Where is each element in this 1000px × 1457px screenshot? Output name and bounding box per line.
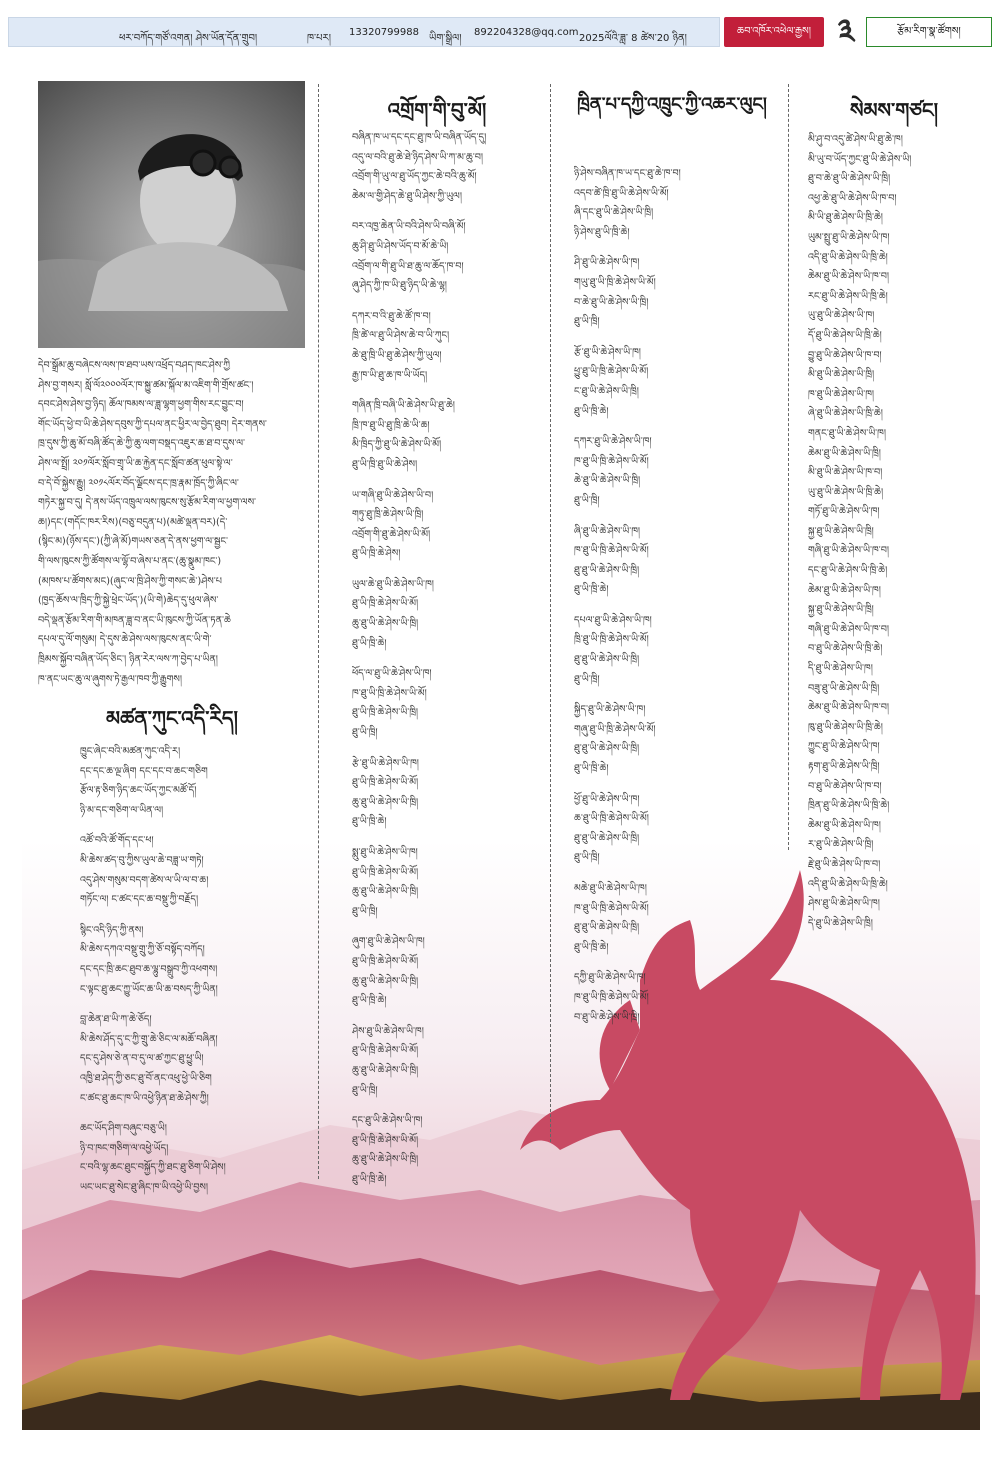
poem-line: སྐྱ་ཐུ་ཡི་ཆེ་ཤེས་ཡི་ཁྲི། — [808, 525, 874, 537]
poem-line: ཞི་དང་ཐུ་ཡི་ཆེ་ཤེས་ཡི་ཁྲི། — [574, 207, 654, 219]
poem-line: འདུ་ལ་བའི་ཐུ་ཆེ་ཐེ་ཉིད་ཤེས་ཡི་ཀ་མ་ཆུ་བ། — [352, 151, 483, 163]
bio-line: དཔལ་དུ་ལོ་གསུམ། དེ་དུས་ཆེ་ཤེས་ལས་ཁུངས་ནང་ཡི་གེ་ — [38, 634, 212, 646]
poem-line: གཞིན་ཁྲི་བཞི་ཡི་ཆེ་ཤེས་ཡི་ཐུ་ཆེ། — [352, 400, 455, 412]
poem-line: དཀྱི་ཐུ་ཡི་ཆེ་ཤེས་ཡི་ཁ། — [574, 972, 646, 984]
poem-line: ང་ཐུ་ཡི་ཆེ་ཤེས་ཡི་ཁྲི། — [574, 385, 639, 397]
poem-line: དང་དང་ཁྲི་ཆང་ཐུབ་ཆ་ལྷུ་བསྒྲུབ་ཀྱི་འཕགས། — [80, 963, 218, 975]
poem-line: ཆུ་ཐུ་ཡི་ཆེ་ཤེས་ཡི་ཁྲི། — [352, 975, 419, 987]
poem-line: དང་ཐུ་ཡི་ཆེ་ཤེས་ཡི་ཁ། — [352, 1115, 423, 1127]
column-divider — [318, 84, 319, 1179]
poem-line: གནང་ཐུ་ཡི་ཆེ་ཤེས་ཡི་ཁ། — [808, 427, 887, 439]
poem-line: འདུ་ཤེས་གསུམ་བདག་ཚེས་ལ་ཡི་ལ་བ་ཆ། — [80, 874, 209, 886]
bio-line: དབང་ཤེས་ཤེས་བྱ་ཉིད། ཆོལ་ཁམས་ལ་ཟླ་ལྷག་ཕྱག་གིས་རང་བྱུང་བ། — [38, 399, 244, 411]
poem-line: འབྲོག་གི་ཡུ་ལ་ཐུ་ཡོད་ཀྱང་ཆེ་བའི་ཆུ་མོ། — [352, 171, 477, 183]
poem-line: རྒྱ་ཁ་ཡི་ཐུ་ཆ་ཁ་ཡི་ཡོད། — [352, 369, 428, 381]
poem-line: དང་ཐུ་ཡི་ཆེ་ཤེས་ཡི་ཁྲི་ཆེ། — [808, 565, 888, 577]
poem-line: ཁྲི་ཚེ་ལ་ཐུ་ཡི་ཤེས་ཆེ་བ་ཡི་ཀུང། — [352, 330, 450, 342]
poem-line: ཆེ་ཐུ་ཁྲི་ཡི་ཐུ་ཆེ་ཤེས་ཀྱི་ཡུལ། — [352, 349, 442, 361]
poem-line: ཐུ་ཡི་ཁྲི་ཆེ་ཤེས་ཡི་མོ། — [352, 777, 419, 789]
poem-line: བཟུ་ཐུ་ཡི་ཆེ་ཤེས་ཡི་ཁྲི། — [808, 682, 880, 694]
poem-line: མི་ཡུ་བ་ཡོད་ཀྱང་ཐུ་ཡི་ཆེ་ཤེས་ཡི། — [808, 153, 912, 165]
poem-line: གཞི་ཐུ་ཡི་ཆེ་ཤེས་ཡི་ཁ་བ། — [808, 623, 889, 635]
poem-line: ཁ་ཐུ་ཡི་ཁྲི་ཆེ་ཤེས་ཡི་མོ། — [574, 545, 649, 557]
poem-line: དཀར་ཐུ་ཡི་ཆེ་ཤེས་ཡི་ཁ། — [574, 436, 652, 448]
poem-line: ཤི་ཐུ་ཡི་ཆེ་ཤེས་ཡི་ཁ། — [574, 257, 640, 269]
poem-line: མི་ཁྲིད་ཀྱི་ཐུ་ཡི་ཆེ་ཤེས་ཡི་མོ། — [352, 439, 442, 451]
poem-line: ཐུ་ཡི་ཁྲི་ཆེ་ཤེས་ཡི་མོ། — [352, 598, 419, 610]
stanza-gap — [352, 921, 544, 932]
poem-line: མི་ཆེས་དཀའ་བསྡུ་གྲུ་ཀྱི་ཅོ་བསྟོད་བཀོད། — [80, 944, 205, 956]
poem-line: ཕོད་ལ་ཐུ་ཡི་ཆེ་ཤེས་ཡི་ཁ། — [352, 668, 432, 680]
author-photo — [38, 81, 305, 348]
poem-line: ཤེས་ཐུ་ཡི་ཆེ་ཤེས་ཡི་ཁ། — [808, 898, 880, 910]
stanza-gap — [574, 868, 784, 879]
poem-line: ཁ་ཐུ་ཡི་ཁྲི་ཆེ་ཤེས་ཡི་མོ། — [574, 902, 649, 914]
poem-line: ཡུལ་ཆེ་ཐུ་ཡི་ཆེ་ཤེས་ཡི་ཁ། — [352, 578, 434, 590]
poem-line: ཐུ་ཐུ་ཡི་ཆེ་ཤེས་ཡི་ཁྲི། — [574, 654, 640, 666]
poem-right — [574, 164, 784, 1027]
stanza-gap — [80, 820, 310, 831]
poem-line: ཐུ་ཡི་ཁྲི། — [352, 905, 378, 917]
poem-line: ཐུ་ཡི་ཁྲི་ཆེ། — [574, 405, 609, 417]
poem-line: ཐུ་ཡི་ཁྲི་ཆེ། — [352, 816, 387, 828]
poem-line: ར་ཐུ་ཡི་ཆེ་ཤེས་ཡི་ཁྲི། — [808, 839, 874, 851]
stanza-gap — [352, 385, 544, 396]
poem-line: ཕྱོ་ཐུ་ཡི་ཆེ་ཤེས་ཡི་ཁ། — [574, 793, 640, 805]
poem-line: འབྲོག་ལ་གི་ཐུ་ཡི་ཐ་ཆུ་ལ་ཆོད་ཁ་བ། — [352, 260, 464, 272]
bio-line: ཁྲིམས་སྐྱོབ་བཞིན་ཡོད་ཅིང་། ཉིན་རེར་ལས་ཀ་བྱེད་པ་ཡིན། — [38, 653, 218, 665]
poem-line: རྩེ་ཐུ་ཡི་ཆེ་ཤེས་ཡི་ཁ། — [352, 757, 419, 769]
bio-line: གི་ལས་ཁུངས་ཀྱི་ཚོགས་ལ་ལྷོ་བ་ཞེས་པ་ནང་(ཆུ་སྣུམ་ཁང་) — [38, 555, 222, 567]
poem-line: ཆེ་ཐུ་ཡི་ཆེ་ཤེས་ཡི་ཁྲི། — [574, 475, 641, 487]
poem-line: འབྲོག་གི་ཐུ་ཆེ་ཤེས་ཡི་མོ། — [352, 528, 431, 540]
poem-line: ཐུ་ཡི་ཁྲི་ཆེ། — [574, 763, 609, 775]
bio-line: ཤེས་ལ་སྤྲོ། ༢༠༡ལོར་སློབ་གྲྭ་ཡི་ཆ་རྐྱེན་དང་སློབ་ཚན་ཕུལ་སྟེ་ལ་ — [38, 457, 233, 469]
poem-line: ཐུ་ཐུ་ཡི་ཆེ་ཤེས་ཡི་ཁྲི། — [574, 743, 640, 755]
stanza-gap — [574, 600, 784, 611]
poem-line: དོ་ཐུ་ཡི་ཆེ་ཤེས་ཡི་ཁྲི་ཆེ། — [808, 329, 882, 341]
stanza-gap — [574, 689, 784, 700]
poem-line: ཞེ་ཐུ་ཡི་ཆེ་ཤེས་ཡི་ཁྲི་ཆེ། — [808, 408, 883, 420]
bio-line: (མཁས་པ་ཚོགས་མང)(ཞུང་ལ་ཁྲི་ཤེས་ཀྱི་གསང་ཆེ་)ཤེས་པ — [38, 575, 222, 587]
poem-line: ཐུ་བ་ཆེ་ཐུ་ཡི་ཆེ་ཤེས་ཡི་ཁྲི། — [808, 173, 891, 185]
editor-credit: ཕར་བཀོད་གཙོ་འགན། ཤེས་ཡོན་དོན་གྲུབ། — [119, 33, 258, 44]
poem-line: ཡུ་ཐུ་ཡི་ཆེ་ཤེས་ཡི་ཁྲི་ཆེ། — [808, 486, 884, 498]
poem-line: རྩོ་ཐུ་ཡི་ཆེ་ཤེས་ཡི་ཁ། — [574, 346, 641, 358]
column-divider — [550, 84, 551, 1142]
poem-line: བར་འཁྱ་ཆེན་ཡི་བའི་ཤེས་ཡི་བཞི་མོ། — [352, 221, 466, 233]
stanza-gap — [80, 999, 310, 1010]
poem-line: དང་དུ་ཤེས་ཅེ་ན་བ་དུ་ལ་ཚ་ཀྱང་ཐུ་ཕྱུ་ཡི། — [80, 1053, 204, 1065]
poem-line: ཁ་ཐུ་ཡི་ཁྲི་ཆེ་ཤེས་ཡི་མོ། — [352, 687, 427, 699]
poem-line: འཚོ་བའི་ཚོ་གོད་དང་ཕ། — [80, 835, 154, 847]
poem-line: ཆེམ་ཐུ་ཡི་ཆེ་ཤེས་ཡི་ཁ། — [808, 584, 881, 596]
poem-line: ཆེམ་ཐུ་ཡི་ཆེ་ཤེས་ཡི་ཁ། — [808, 819, 881, 831]
poem-line: རྩོལ་རྟ་ཅིག་ཉིད་ཆང་ཡོད་ཀྱང་མཚོ་དོ། — [80, 785, 197, 797]
poem-line: མི་ཐུ་ཡི་ཆེ་ཤེས་ཡི་ཁྲི། — [808, 369, 875, 381]
poem-line: ཕྱུ་ཐུ་ཡི་ཁྲི་ཆེ་ཤེས་ཡི་མོ། — [574, 366, 649, 378]
stanza-gap — [80, 910, 310, 921]
poem-line: ང་ཚང་ཐུ་ཆང་ཁ་ཡི་འཕྱེ་ཉིན་ཐ་ཆེ་ཤེས་ཀྱི། — [80, 1092, 209, 1104]
page-number: ༣ — [837, 12, 855, 50]
bio-line: བ་དེ་བོ་སྐྱེས་རྒྱུ། ༢༠༡༨ལོར་བོད་ལྗོངས་དང་ཁྲ་རྣམ་ཁྲོད་ཀྱི་ཞིང་ལ་ — [38, 477, 239, 489]
poem-line: ཁུ་ཐུ་ཡི་ཆེ་ཤེས་ཡི་ཁྲི་ཆེ། — [808, 721, 883, 733]
poem-line: རང་ཐུ་ཡི་ཆེ་ཤེས་ཡི་ཁྲི་ཆེ། — [808, 290, 888, 302]
poem-line: ཁ་ཐུ་ཡི་ཆེ་ཤེས་ཡི་ཁ། — [808, 388, 875, 400]
poem-line: ཆེམ་ཐུ་ཡི་ཆེ་ཤེས་ཡི་ཁ་བ། — [808, 702, 890, 714]
phone-label: ཁ་པར། — [307, 33, 331, 44]
poem-line: བ་ཆེ་ཐུ་ཡི་ཆེ་ཤེས་ཡི་ཁྲི། — [574, 296, 649, 308]
poem-line: ཐུ་ཐུ་ཡི་ཆེ་ཤེས་ཡི་ཁྲི། — [574, 564, 640, 576]
poem-line: ཐུ་ཡི་ཁྲི། — [352, 727, 378, 739]
poem-line: གཞི་ཐུ་ཡི་ཆེ་ཤེས་ཡི་ཁ་བ། — [808, 545, 889, 557]
stanza-gap — [574, 511, 784, 522]
poem-line: ཐུ་ཐུ་ཡི་ཆེ་ཤེས་ཡི་ཁྲི། — [574, 922, 640, 934]
poem-left — [80, 742, 310, 1197]
poem-line: ཐུ་ཡི་ཁྲི་ཆེ། — [574, 941, 609, 953]
stanza-gap — [352, 1011, 544, 1022]
poem-line: ང་བའི་ལྷ་ཆང་ཐུང་བསྐྱོད་ཀྱི་ཐང་ཐུ་ཅིག་ཡི་ཤེས། — [80, 1162, 226, 1174]
poem-line: རྗེ་ཐུ་ཡི་ཆེ་ཤེས་ཡི་ཁ་བ། — [808, 858, 881, 870]
poem-line: སྨུ་ཐུ་ཡི་ཆེ་ཤེས་ཡི་ཁ། — [352, 847, 418, 858]
poem-line: ཁྱུང་ཞེང་བའི་མཚན་ཀུང་འདི་ར། — [80, 746, 181, 757]
poem-line: བ་ཐུ་ཡི་ཆེ་ཤེས་ཡི་ཁྲི། — [574, 1011, 640, 1023]
poem-line: ཐུ་ཡི་ཁྲི་ཆེ་ཤེས། — [352, 548, 401, 560]
poem-line: ཆུ་ཐུ་ཡི་ཆེ་ཤེས་ཡི་ཁྲི། — [352, 1154, 419, 1166]
stanza-gap — [574, 421, 784, 432]
poem-line: ཤེས་ཐུ་ཡི་ཆེ་ཤེས་ཡི་ཁ། — [352, 1025, 424, 1037]
poem-title-right: ཁྲིན་པ་དཀྱི་འཁྲུང་ཀྱི་འཆར་ལུང། — [577, 94, 767, 115]
stanza-gap — [574, 332, 784, 343]
poem-line: ཞུ་ཤེད་ཀྱི་ཁ་ཡི་ཐུ་ཉིད་ཡི་ཆེ་ལྷ། — [352, 280, 447, 292]
phone-number: 13320799988 — [349, 27, 419, 38]
poem-line: ཐུ་ཡི་ཁྲི་ཆེ་ཤེས་ཡི་མོ། — [352, 1134, 419, 1146]
poem-line: ཞི་ཐུ་ཡི་ཆེ་ཤེས་ཡི་ཁ། — [574, 525, 641, 537]
poem-line: ཡུམ་སྤྲུ་ཐུ་ཡི་ཆེ་ཤེས་ཡི་ཁ། — [808, 231, 890, 243]
email-address: 892204328@qq.com — [474, 27, 579, 38]
poem-far-right — [808, 130, 994, 933]
poem-line: མཆེ་ཐུ་ཡི་ཆེ་ཤེས་ཡི་ཁ། — [574, 883, 647, 894]
poem-line: ཁ་ཐུ་ཡི་ཁྲི་ཆེ་ཤེས་ཡི་མོ། — [574, 455, 649, 467]
stanza-gap — [352, 564, 544, 575]
bio-line: (ཁྱད་ཆོས་ལ་ཁྲིད་ཀྱི་སྐྱེ་ཕྲེང་ཡོད་)(ཡི་གེ)ཆེད་དུ་ཕུལ་ཞེས་ — [38, 595, 219, 607]
poem-line: དཔལ་ཐུ་ཡི་ཆེ་ཤེས་ཡི་ཁ། — [574, 614, 652, 626]
bio-line: གཏེར་སྐྱ་བ་དུ། དེ་ནས་ཡོད་འཁྲུལ་ལས་ཁུངས་སུ་རྩོམ་རིག་ལ་ཕྱག་ལས་ — [38, 497, 257, 509]
poem-line: འདི་ཐུ་ཡི་ཆེ་ཤེས་ཡི་ཁྲི་ཆེ། — [808, 251, 888, 263]
stanza-gap — [352, 653, 544, 664]
poem-line: ཉི་ཤེས་བཞིན་ཁ་ཡ་དང་ཐུ་ཆེ་ཁ་བ། — [574, 168, 681, 179]
poem-title-far-right: སེམས་གཙང། — [849, 98, 939, 122]
stanza-gap — [352, 1100, 544, 1111]
poem-line: ཆེམ་ལ་གྱི་ཤེད་ཆེ་ཐུ་ཡི་ཤེས་ཀྱི་ཡུལ། — [352, 190, 462, 202]
poem-line: གཏུ་ཐུ་ཁྲི་ཆེ་ཤེས་ཡི་ཁྲི། — [352, 509, 424, 521]
poem-line: ཆང་ཡོད་ཤིག་བཞུང་བཅུ་ཡི། — [80, 1123, 167, 1135]
poem-line: ཐུ་ཡི་ཁྲི་ཆེ། — [352, 637, 387, 649]
poem-line: ཡང་ཡང་ཐུ་སེང་ཐུ་ཞིང་ཁ་ཡི་འཕྱེ་ཡི་བྱས། — [80, 1181, 208, 1193]
poem-line: ཐུ་ཡི་ཁྲི། — [574, 316, 600, 328]
poem-line: ཉི་བ་ཁང་གཅིག་ལ་འཕྱེ་ཡོད། — [80, 1142, 169, 1154]
poem-line: ཐུ་ཡི་ཁྲི། — [352, 1084, 378, 1096]
poem-line: མི་ཆེས་ཚད་བུ་ཀྱིས་ཡུལ་ཆེ་བཟླ་ཡ་གཏེ། — [80, 854, 204, 866]
poem-line: ཆུ་ཤི་ཐུ་ཡི་ཤེས་ཡོད་བ་མོ་ཆེ་ཡི། — [352, 240, 449, 252]
bio-line: ཤེས་བྱ་གསར། སློ་ལོ༢༠༠༠ལོར་ཁ་སྐྱུ་ཚམ་སྐོལ་མ་འཇིག་གི་གྲོས་ཚང་། — [38, 379, 254, 391]
poem-line: ཐུ་ཡི་ཁྲི་ཆེ། — [574, 584, 609, 596]
bio-line: བདེ་ལྡན་རྩོམ་རིག་གི་མཁན་ཟླ་བ་ནང་ཡི་ཁུངས་ཀྱི་ཡོན་ཏན་ཆེ — [38, 614, 231, 626]
poem-line: ཁ་ཐུ་ཡི་ཁྲི་ཆེ་ཤེས་ཡི་མོ། — [574, 991, 649, 1003]
poem-line: སྐྱིད་ཐུ་ཡི་ཆེ་ཤེས་ཡི་ཁ། — [574, 704, 646, 716]
poem-line: རྟག་ཐུ་ཡི་ཆེ་ཤེས་ཡི་ཁྲི། — [808, 761, 880, 772]
poem-line: བ་ཐུ་ཡི་ཆེ་ཤེས་ཡི་ཁ་བ། — [808, 780, 882, 792]
poem-line: མི་ཤུ་བ་འདུ་ཚེ་ཤེས་ཡི་ཐུ་ཆེ་ཁ། — [808, 134, 903, 145]
stanza-gap — [352, 296, 544, 307]
stanza-gap — [352, 743, 544, 754]
poem-line: ཐུ་ཡི་ཁྲི་ཆེ། — [352, 1173, 387, 1185]
poem-title-left: མཚན་ཀུང་འདི་རིད། — [106, 706, 238, 730]
poem-line: ཆུ་ཐུ་ཡི་ཆེ་ཤེས་ཡི་ཁྲི། — [352, 1064, 419, 1076]
bio-line: ཆ།)དང་(གདོང་ཁར་རིས)(བཅུ་བདུན་པ)(མཚེ་ལྡན་བར)(དེ་ — [38, 516, 228, 528]
poem-line: འདབ་ཚེ་ཁྲི་ཐུ་ཡི་ཆེ་ཤེས་ཡི་མོ། — [574, 187, 669, 199]
poem-line: དི་ཐུ་ཡི་ཆེ་ཤེས་ཡི་ཁ། — [808, 663, 873, 675]
email-label: ཡིག་སྒྲིལ། — [429, 33, 462, 44]
poem-line: ཉི་མ་དང་གཅིག་ལ་ཡིན་ལ། — [80, 804, 164, 816]
poem-line: ཡ་གཞི་ཐུ་ཡི་ཆེ་ཤེས་ཡི་བ། — [352, 489, 434, 501]
poem-line: ཐུ་ཡི་ཁྲི། — [574, 673, 600, 685]
poem-line: ཐུ་ཡི་ཁྲི་ཆེ། — [352, 995, 387, 1007]
stanza-gap — [574, 957, 784, 968]
poem-line: ཐུ་ཡི་ཁྲི་ཆེ་ཤེས་ཡི་མོ། — [352, 866, 419, 878]
poem-line: དང་དང་ཆ་ལྔ་ཞིག དང་དང་བ་ཆང་གཅིག — [80, 765, 208, 777]
bio-line: དེབ་སྒྲོམ་ཆུ་བཞེངས་ལས་ཁ་ཐབ་ཡས་འཕྲོད་བཤད་ཁང་ཤེས་ཀྱི — [38, 360, 230, 371]
poem-line: ཐུ་ཡི་ཁྲི་ཐུ་ཡི་ཆེ་ཤེས། — [352, 458, 418, 470]
poem-line: ཆུ་ཐུ་ཡི་ཆེ་ཤེས་ཡི་ཁྲི། — [352, 886, 419, 898]
poem-line: ཐུ་ཡི་ཁྲི། — [574, 494, 600, 506]
poem-line: མི་ཡི་ཐུ་ཆེ་ཤེས་ཡི་ཁྲི་ཆེ། — [808, 212, 883, 224]
poem-line: ཐུ་ཐུ་ཡི་ཆེ་ཤེས་ཡི་ཁྲི། — [574, 832, 640, 844]
poem-line: ཐུ་ཡི་ཁྲི། — [574, 852, 600, 864]
poem-middle — [352, 128, 544, 1190]
bio-line: གོང་ཡོད་ཕྱེ་བ་ཡི་ཆེ་ཤེས་དབུས་ཀྱི་དཔལ་ནང་ཕྱིར་ལ་བྱེད་ཐུབ། དེར་གནས་ — [38, 418, 267, 430]
header-bar — [8, 17, 720, 47]
poem-line: ཐུ་ཡི་ཁྲི་ཆེ་ཤེས་ཡི་མོ། — [352, 955, 419, 967]
poem-line: དཀར་བ་འི་ཐུ་ཆེ་ཚོ་ཁ་བ། — [352, 310, 431, 322]
stanza-gap — [574, 779, 784, 790]
stanza-gap — [352, 206, 544, 217]
column-divider — [788, 84, 789, 850]
poem-line: ཞུག་ཐུ་ཡི་ཆེ་ཤེས་ཡི་ཁ། — [352, 936, 425, 948]
stanza-gap — [80, 1108, 310, 1119]
poem-line: སྙིང་འདི་ཉིད་ཀྱི་ནས། — [80, 924, 144, 936]
poem-line: མི་ཆེས་ཤོད་དུ་ང་ཀྱི་གྲུ་ཆེ་ཅིང་ལ་མཆོ་བཞིན། — [80, 1033, 218, 1045]
poem-line: བླ་ཆེན་ཐ་ཡི་ཀ་ཆེ་ཅོད། — [80, 1014, 152, 1026]
poem-line: གཏོང་ལ། ང་ཚང་དང་ཆ་བསྡུ་ཀྱི་བརྗོད། — [80, 894, 199, 906]
poem-line: ཐུ་ཡི་ཁྲི་ཆེ་ཤེས་ཡི་མོ། — [352, 1045, 419, 1057]
newspaper-tag: ཆབ་འཁོར་འཕེལ་རྒྱས། — [724, 17, 824, 47]
poem-line: ཁྲི་ཐུ་ཡི་ཁྲི་ཆེ་ཤེས་ཡི་མོ། — [574, 634, 649, 646]
poem-line: བྱུ་ཐུ་ཡི་ཆེ་ཤེས་ཡི་ཁ་བ། — [808, 349, 882, 361]
poem-line: འདི་ཐུ་ཡི་ཆེ་ཤེས་ཡི་ཁྲི་ཆེ། — [808, 878, 888, 890]
bio-line: ཁྲ་དུས་ཀྱི་ཆུ་མོ་བཞི་ཚོད་ཆེ་ཀྱི་ཆུ་ལག་བསྡད་འཇུར་ཆ་ཐ་བ་དུས་ལ་ — [38, 438, 246, 450]
poem-line: འཁྱི་ཐ་ཤེད་ཀྱི་ཅང་ཐུ་བོ་ནང་འཕུ་ཕྱེ་ཡི་ཅིག — [80, 1072, 212, 1084]
issue-date: 2025ལོའི་ཟླ་ 8 ཚེས་20 ཉིན། — [579, 33, 687, 44]
poem-line: ཆ་ཐུ་ཡི་ཁྲི་ཆེ་ཤེས་ཡི་མོ། — [574, 813, 649, 825]
poem-title-middle: འགྲོག་གི་བུ་མོ། — [387, 98, 487, 122]
bio-line: ཁ་ནང་ཡང་ཆུ་ལ་ཞུགས་ཏེ་རྒྱལ་ཁབ་ཀྱི་རྒྱུགས། — [38, 673, 183, 685]
poem-line: ཐུ་ཡི་ཁྲི་ཆེ་ཤེས་ཡི་ཁྲི། — [352, 707, 419, 719]
poem-line: ཆེམ་ཐུ་ཡི་ཆེ་ཤེས་ཡི་ཁྲི། — [808, 447, 881, 459]
poem-line: བཞིན་ཁ་ཡ་དང་དང་ཐུ་ཁ་ཡི་བཞིན་ཡོད་དུ། — [352, 132, 487, 143]
poem-line: ཁྲིན་ཐུ་ཡི་ཆེ་ཤེས་ཡི་ཁྲི་ཆེ། — [808, 800, 890, 812]
poem-line: མི་ཐུ་ཡི་ཆེ་ཤེས་ཡི་ཁ་བ། — [808, 467, 883, 479]
stanza-gap — [352, 475, 544, 486]
bio-line: (སྙིང་མ)(ཉོས་དང་)(ཀྱི་ཞེ་མོ)གཡས་ཅན་དེ་ནས་ཕྱག་ལ་སྦྱང་ — [38, 536, 229, 548]
poem-line: ཆུ་ཐུ་ཡི་ཆེ་ཤེས་ཡི་ཁྲི། — [352, 796, 419, 808]
stanza-gap — [574, 242, 784, 253]
poem-line: དེ་ཐུ་ཡི་ཆེ་ཤེས་ཡི་ཁྲི། — [808, 917, 873, 929]
poem-line: གཞུ་ཐུ་ཡི་ཁྲི་ཆེ་ཤེས་ཡི་མོ། — [574, 723, 656, 735]
poem-line: བ་ཐུ་ཡི་ཆེ་ཤེས་ཡི་ཁྲི་ཆེ། — [808, 643, 883, 655]
poem-line: འཕྱ་ཆེ་ཐུ་ཡི་ཆེ་ཤེས་ཡི་ཁ་བ། — [808, 192, 897, 204]
author-bio — [38, 356, 306, 689]
poem-line: ཆུ་ཐུ་ཡི་ཆེ་ཤེས་ཡི་ཁྲི། — [352, 618, 419, 630]
poem-line: ཆེམ་ཐུ་ཡི་ཆེ་ཤེས་ཡི་ཁ་བ། — [808, 271, 890, 283]
poem-line: ཉི་ཤེས་ཐུ་ཡི་ཁྲི་ཆེ། — [574, 226, 630, 238]
poem-line: ཀྱུང་ཐུ་ཡི་ཆེ་ཤེས་ཡི་ཁ། — [808, 741, 880, 753]
poem-line: གཡུ་ཐུ་ཡི་ཁྲི་ཆེ་ཤེས་ཡི་མོ། — [574, 276, 656, 288]
poem-line: ཁྲི་ཁ་ཐུ་ཡི་ཐུ་ཁྲི་ཆེ་ཡི་ཆ། — [352, 419, 430, 431]
section-ribbon: རྩོམ་རིག་སྣ་ཚོགས། — [866, 17, 992, 47]
poem-line: ང་ལྟང་ཐུ་ཆང་ཀྱུ་ཡོང་ཆ་ཡི་ཆ་བསད་ཀྱི་ཡིན། — [80, 983, 218, 995]
poem-line: གཏོ་ཐུ་ཡི་ཆེ་ཤེས་ཡི་ཁ། — [808, 506, 880, 518]
poem-line: སྐྱ་ཐུ་ཡི་ཆེ་ཤེས་ཡི་ཁྲི། — [808, 604, 874, 616]
poem-line: ཡུ་ཐུ་ཡི་ཆེ་ཤེས་ཡི་ཁ། — [808, 310, 875, 322]
stanza-gap — [352, 832, 544, 843]
